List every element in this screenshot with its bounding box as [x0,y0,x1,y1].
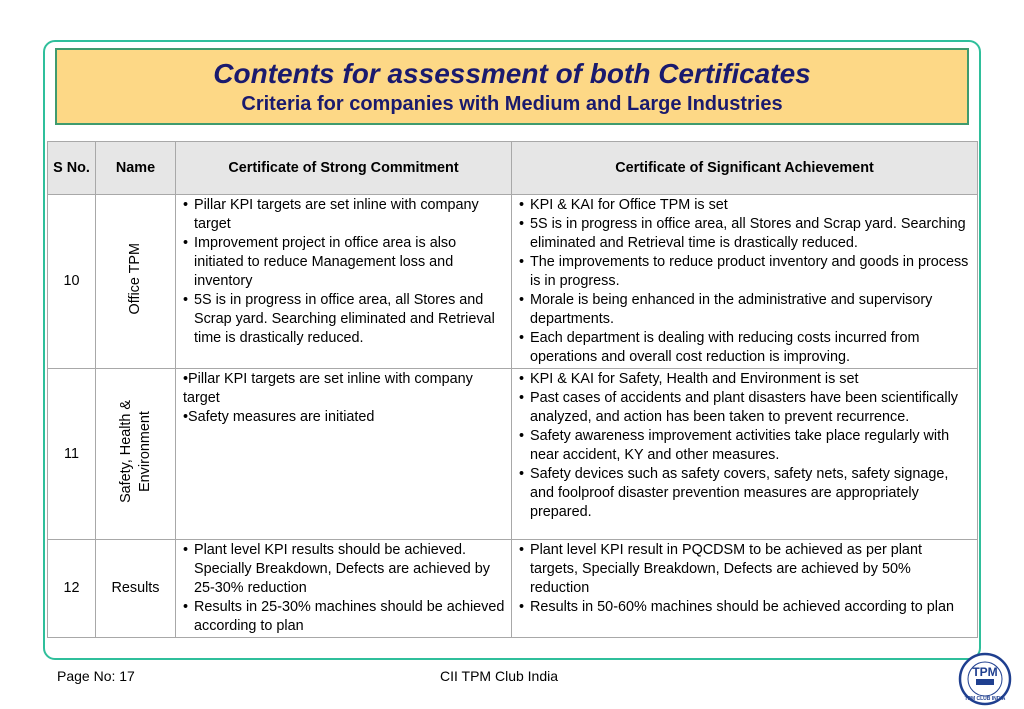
header-significant-achievement: Certificate of Significant Achievement [512,142,978,195]
list-item: • Morale is being enhanced in the administrative and supervisory departments. [519,291,972,329]
header-name: Name [96,142,176,195]
list-item: • Results in 50-60% machines should be achieved according to plan [519,598,972,617]
table-row [48,369,978,540]
header-strong-commitment: Certificate of Strong Commitment [176,142,512,195]
row-name-cell [96,369,176,540]
table-row [48,195,978,369]
significant-cell [512,195,978,369]
list-item: •Safety measures are initiated [183,409,375,425]
row-name [117,400,155,503]
list-item: • Safety devices such as safety covers, safety nets, safety signage, and foolproof disaster prevention measures are appropriately prepared. [519,465,972,522]
list-item: • The improvements to reduce product inventory and goods in process is in progress. [519,253,972,291]
footer-organization: CII TPM Club India [440,668,559,684]
list-item: • Results in 25-30% machines should be achieved according to plan [183,598,506,636]
row-name-cell [96,195,176,369]
row-name: Results [111,580,160,596]
row-name-line: Safety, Health & [117,399,134,503]
criteria-table [47,141,978,638]
list-item: • Pillar KPI targets are set inline with company target [183,196,506,234]
logo-text: TPM [972,665,998,679]
list-item: • Improvement project in office area is also initiated to reduce Management loss and inventory [183,234,506,291]
table-header-row [48,142,978,195]
list-item: • Plant level KPI result in PQCDSM to be achieved as per plant targets, Specially Breakdown, Defects are achieved by 50% reduction [519,541,972,598]
row-name-line: Environment [136,410,153,492]
list-item: • 5S is in progress in office area, all Stores and Scrap yard. Searching eliminated and Retrieval time is drastically reduced. [183,291,506,348]
list-item: • Each department is dealing with reducing costs incurred from operations and overall cost reduction is improving. [519,329,972,367]
page-title: Contents for assessment of both Certificates [213,58,811,89]
row-sno: 12 [48,540,96,638]
page-number: Page No: 17 [57,668,135,684]
row-sno: 11 [48,369,96,540]
list-item: • 5S is in progress in office area, all Stores and Scrap yard. Searching eliminated and Retrieval time is drastically reduced. [519,215,972,253]
tpm-club-logo [958,652,1012,706]
row-name: Office TPM [127,242,143,315]
list-item: • Past cases of accidents and plant disasters have been scientifically analyzed, and action has been taken to prevent recurrence. [519,389,972,427]
header-sno: S No. [48,142,96,195]
strong-cell [176,369,512,540]
list-item: • Plant level KPI results should be achieved. Specially Breakdown, Defects are achieved by 25-30% reduction [183,541,506,598]
page-subtitle: Criteria for companies with Medium and Large Industries [241,93,783,115]
strong-cell [176,540,512,638]
row-sno: 10 [48,195,96,369]
strong-cell [176,195,512,369]
list-item: •Pillar KPI targets are set inline with company target [183,371,473,406]
table-row [48,540,978,638]
list-item: • Safety awareness improvement activities take place regularly with near accident, KY and other measures. [519,427,972,465]
significant-cell [512,540,978,638]
logo-ring-text: TPM CLUB INDIA [964,696,1006,702]
list-item: • KPI & KAI for Office TPM is set [519,196,972,215]
row-name-cell [96,540,176,638]
list-item: • KPI & KAI for Safety, Health and Environment is set [519,370,972,389]
title-banner [55,48,969,125]
significant-cell [512,369,978,540]
